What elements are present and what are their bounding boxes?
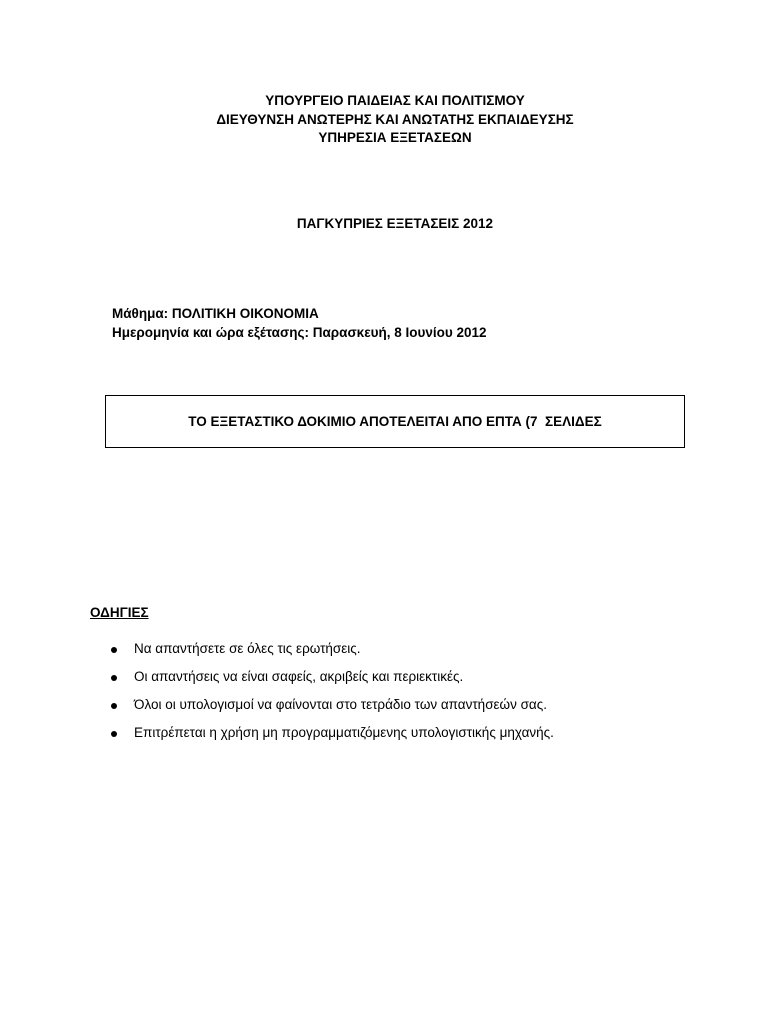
service-name: ΥΠΗΡΕΣΙΑ ΕΞΕΤΑΣΕΩΝ: [318, 130, 472, 145]
subject-label: Μάθημα:: [112, 306, 169, 321]
date-time-line: [112, 324, 486, 343]
date-time-label: Ημερομηνία και ώρα εξέτασης:: [112, 324, 309, 340]
instruction-item: [108, 668, 554, 696]
instruction-text: Επιτρέπεται η χρήση μη προγραμματιζόμενης υπολογιστικής μηχανής.: [134, 725, 554, 740]
instruction-text: Οι απαντήσεις να είναι σαφείς, ακριβείς και περιεκτικές.: [134, 669, 464, 684]
document-header: [0, 92, 768, 148]
exam-info: [112, 305, 486, 342]
subject-value: ΠΟΛΙΤΙΚΗ ΟΙΚΟΝΟΜΙΑ: [171, 306, 319, 321]
exam-title: ΠΑΓΚΥΠΡΙΕΣ ΕΞΕΤΑΣΕΙΣ 2012: [296, 216, 494, 231]
instructions-heading: ΟΔΗΓΙΕΣ: [90, 605, 149, 620]
bullet-icon: [111, 731, 117, 737]
ministry-name: ΥΠΟΥΡΓΕΙΟ ΠΑΙΔΕΙΑΣ ΚΑΙ ΠΟΛΙΤΙΣΜΟΥ: [265, 93, 525, 108]
instructions-list: [108, 640, 554, 752]
directorate-name: ΔΙΕΥΘΥΝΣΗ ΑΝΩΤΕΡΗΣ ΚΑΙ ΑΝΩΤΑΤΗΣ ΕΚΠΑΙΔΕΥΣΗΣ: [216, 111, 574, 127]
date-time-value: Παρασκευή, 8 Ιουνίου 2012: [312, 324, 487, 340]
bullet-icon: [111, 647, 117, 653]
instruction-item: [108, 696, 554, 724]
instruction-item: [108, 640, 554, 668]
instruction-text: Να απαντήσετε σε όλες τις ερωτήσεις.: [134, 641, 361, 656]
bullet-icon: [111, 675, 117, 681]
bullet-icon: [111, 703, 117, 709]
pages-notice-text: ΤΟ ΕΞΕΤΑΣΤΙΚΟ ΔΟΚΙΜΙΟ ΑΠΟΤΕΛΕΙΤΑΙ ΑΠΟ ΕΠΤΑ (7 ΣΕΛΙΔΕΣ: [188, 414, 602, 429]
pages-notice-box: [105, 395, 685, 448]
subject-line: [112, 305, 486, 324]
instruction-text: Όλοι οι υπολογισμοί να φαίνονται στο τετράδιο των απαντήσεών σας.: [134, 697, 547, 712]
instruction-item: [108, 724, 554, 752]
